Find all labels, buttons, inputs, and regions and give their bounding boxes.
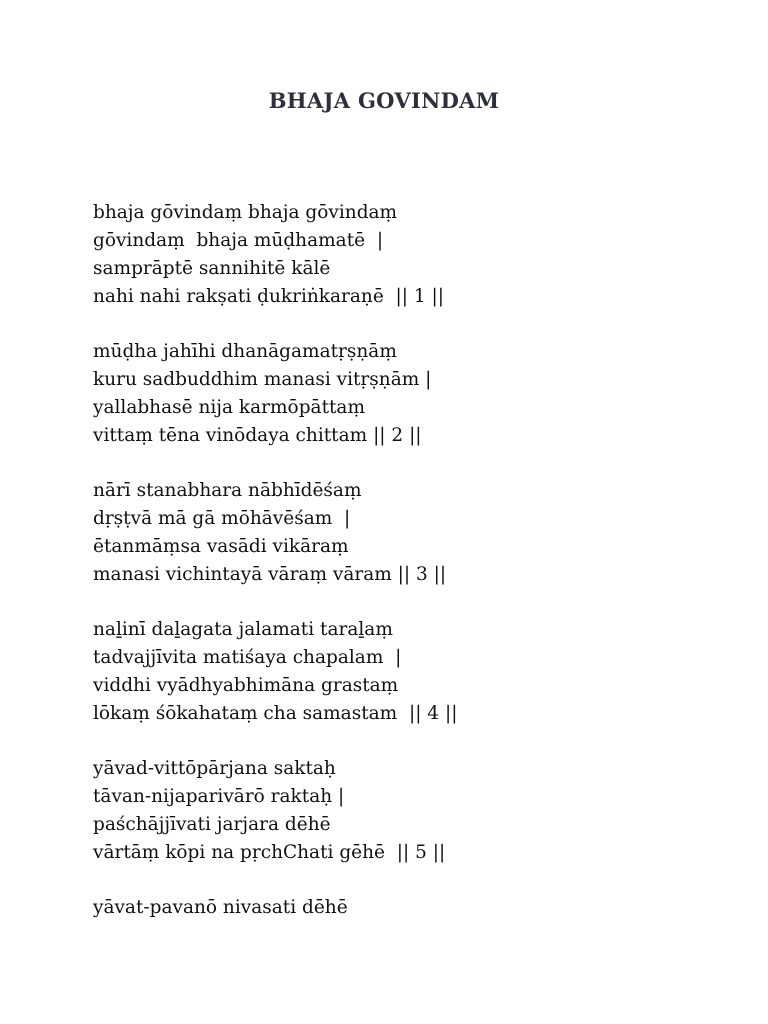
verse-line: vārtāṃ kōpi na pṛchChati gēhē || 5 ||	[93, 842, 446, 863]
verse-line: nārī stanabhara nābhīdēśaṃ	[93, 480, 362, 501]
verse-line: yāvad-vittōpārjana saktaḥ	[93, 758, 336, 779]
verse-line: ētanmāṃsa vasādi vikāraṃ	[93, 536, 349, 557]
verse-line: bhaja gōvindaṃ bhaja gōvindaṃ	[93, 202, 398, 223]
verse-line: mūḍha jahīhi dhanāgamatṛṣṇāṃ	[93, 341, 397, 362]
verse-line: paśchājjīvati jarjara dēhē	[93, 814, 331, 835]
verse-2	[93, 338, 733, 450]
verse-line: yāvat-pavanō nivasati dēhē	[93, 897, 348, 918]
document-title: BHAJA GOVINDAM	[268, 88, 500, 113]
verse-3	[93, 477, 733, 589]
verse-line: tāvan-nijaparivārō raktaḥ |	[93, 786, 345, 807]
verse-line: vittaṃ tēna vinōdaya chittam || 2 ||	[93, 425, 422, 446]
verse-5	[93, 755, 733, 867]
verse-6	[93, 894, 733, 922]
verse-line: kuru sadbuddhim manasi vitṛṣṇām |	[93, 369, 432, 390]
verse-line: nahi nahi rakṣati ḍukriṅkaraṇē || 1 ||	[93, 286, 444, 307]
verse-line: lōkaṃ śōkahataṃ cha samastam || 4 ||	[93, 703, 458, 724]
poem-body	[93, 199, 733, 949]
verse-line: manasi vichintayā vāraṃ vāram || 3 ||	[93, 564, 447, 585]
verse-line: samprāptē sannihitē kālē	[93, 258, 331, 279]
verse-line: yallabhasē nija karmōpāttaṃ	[93, 397, 366, 418]
verse-line: naḻinī daḻagata jalamati taraḻaṃ	[93, 619, 393, 640]
verse-line: dṛṣṭvā mā gā mōhāvēśam |	[93, 508, 351, 529]
verse-4	[93, 616, 733, 728]
verse-line: viddhi vyādhyabhimāna grastaṃ	[93, 675, 399, 696]
verse-1	[93, 199, 733, 311]
verse-line: gōvindaṃ bhaja mūḍhamatē |	[93, 230, 384, 251]
verse-line: tadvajjīvita matiśaya chapalam |	[93, 647, 402, 668]
